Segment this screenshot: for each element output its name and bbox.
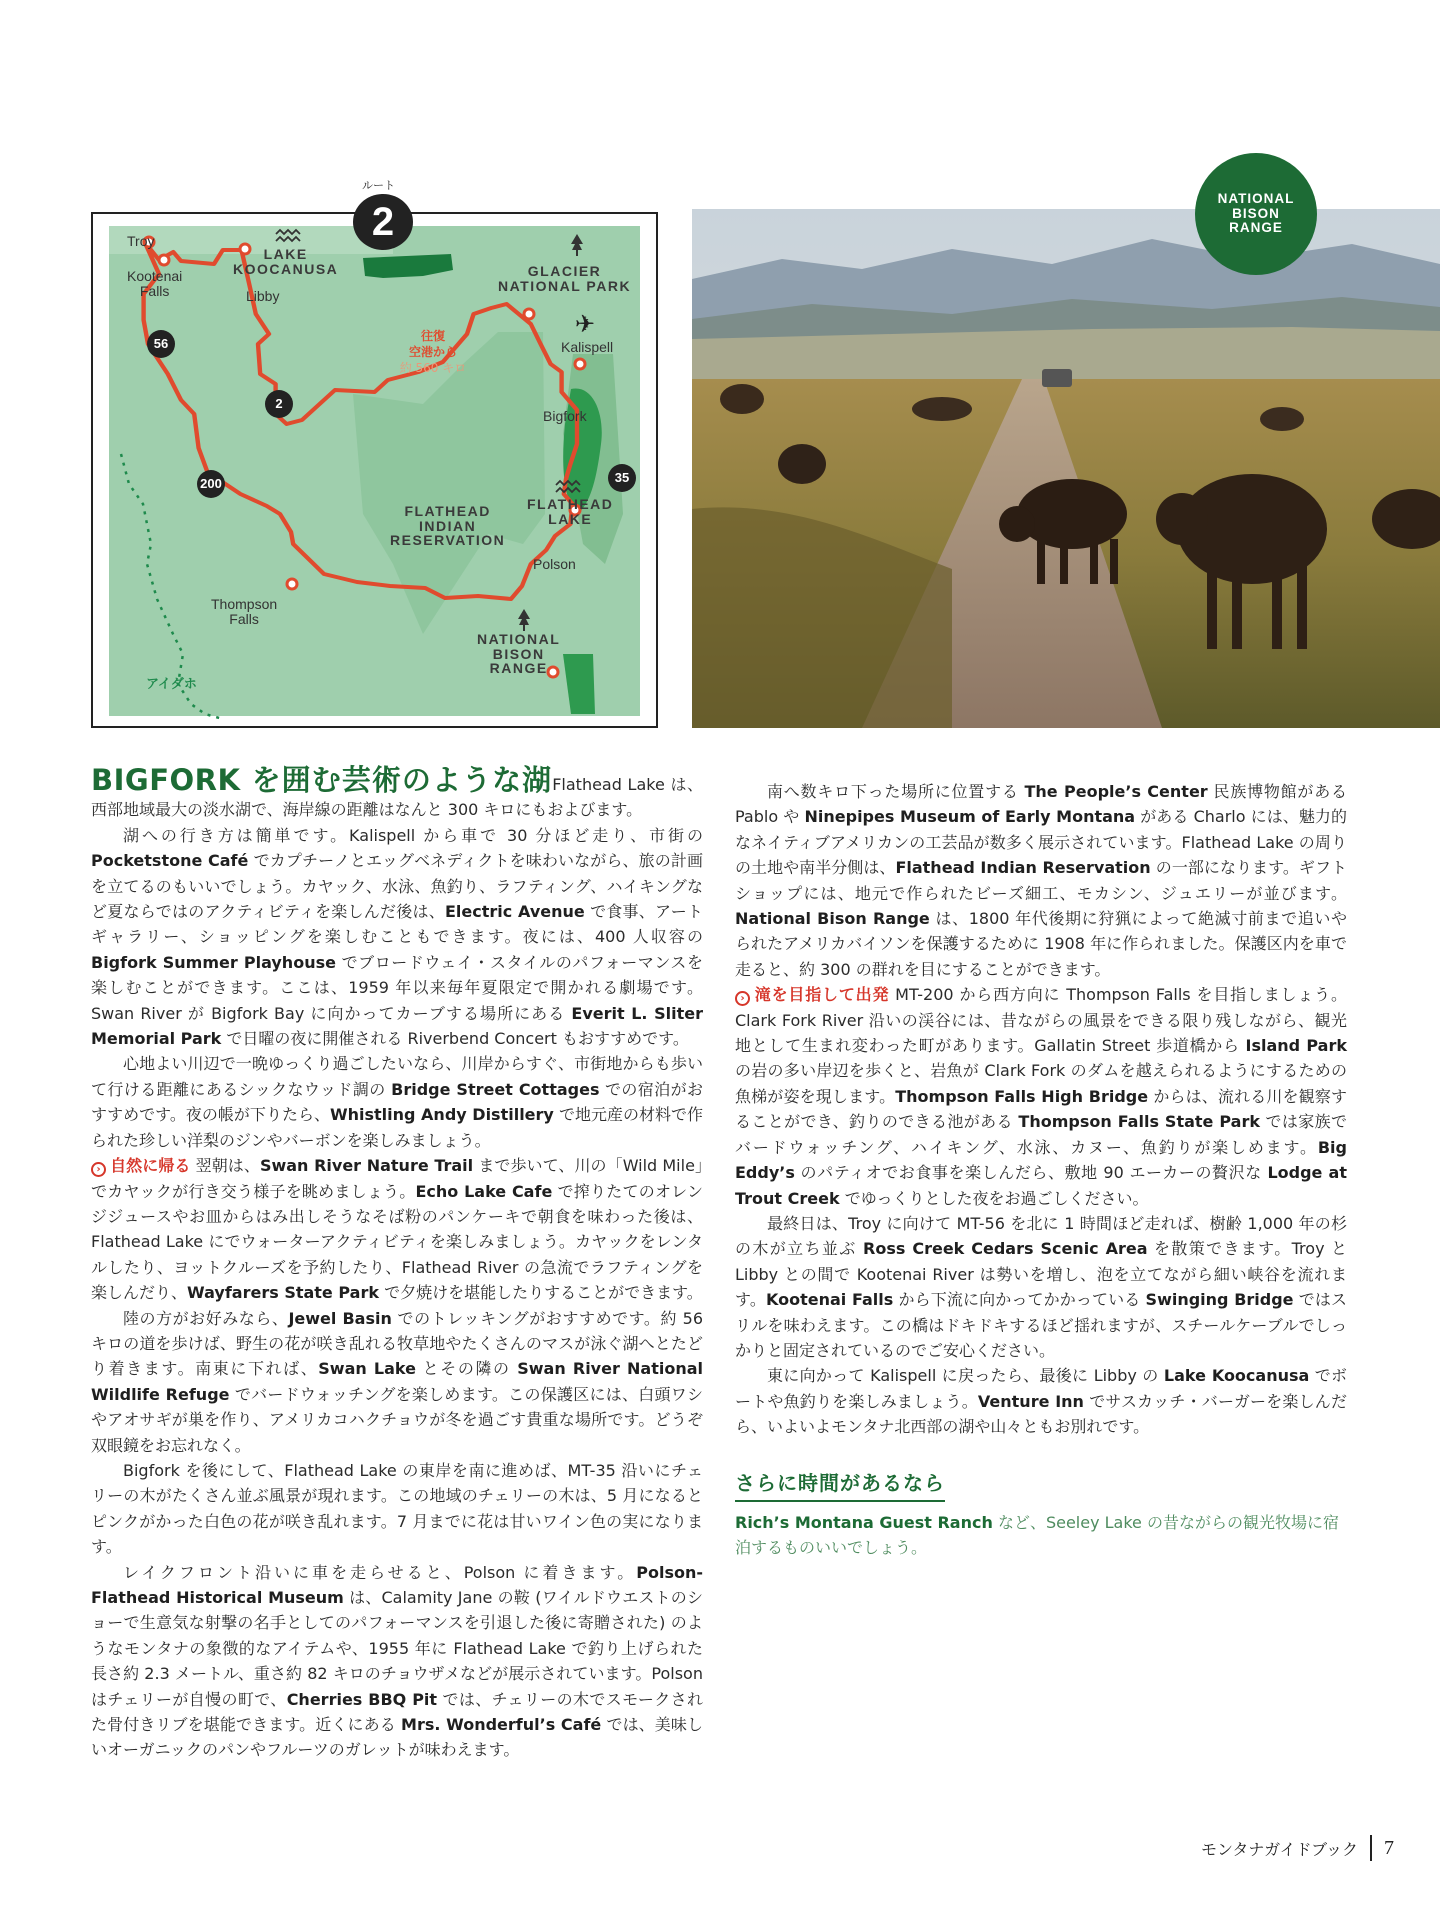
town-thompson-falls: Thompson Falls <box>211 596 278 627</box>
town-libby: Libby <box>246 288 280 304</box>
badge-line2: BISON <box>1232 205 1280 221</box>
r2-text: からは、流れる川を観察することができ、釣りのできる池がある <box>735 1086 1347 1132</box>
label-glacier-national-park: GLACIER NATIONAL PARK <box>498 263 632 294</box>
place-name: Swan Lake <box>318 1359 416 1379</box>
place-name: Thompson Falls State Park <box>1018 1112 1260 1132</box>
p2-text: で食事、アートギャラリー、ショッピングを楽しむこともできます。夜には、400 人収容の <box>91 902 703 947</box>
r2-text: のパティオでお食事を楽しんだら、敷地 90 エーカーの贅沢な <box>794 1163 1268 1183</box>
p7-text: では、チェリーの木でスモークされた骨付きリブを堪能できます。近くにある <box>91 1689 704 1735</box>
r2-text: では家族でバードウォッチング、ハイキング、水泳、カヌー、魚釣りが楽しめます。 <box>735 1112 1347 1157</box>
place-name: Flathead Indian Reservation <box>895 858 1151 878</box>
place-name: Jewel Basin <box>288 1308 392 1328</box>
p2-text: でカプチーノとエッグベネディクトを味わいながら、旅の計画を立てるのもいいでしょう。カヤック、水泳、魚釣り、ラフティング、ハイキングなど夏ならではのアクティビティを楽しんだ後は、 <box>91 851 703 922</box>
p7-text: レイクフロント沿いに車を走らせると、Polson に着きます。 <box>123 1562 637 1582</box>
footer-divider <box>1370 1835 1372 1861</box>
label-national-bison-range: NATIONAL BISON RANGE <box>477 631 561 677</box>
place-name: Echo Lake Cafe <box>415 1181 553 1201</box>
r1-text: 南へ数キロ下った場所に位置する <box>767 782 1025 801</box>
bison-road-photo-graphic <box>692 205 1440 728</box>
r2-text: でゆっくりとした夜をお過ごしください。 <box>839 1188 1149 1208</box>
place-name: Swan River National Wildlife Refuge <box>91 1359 703 1404</box>
wave-icon <box>275 228 301 244</box>
airport-note-line1: 往復 <box>420 329 445 343</box>
paragraph-6 <box>91 1458 703 1560</box>
r1-text: がある Charlo には、魅力的なネイティブアメリカンの工芸品が数多く展示されています。Flathead Lake の周りの土地や南半分側は、 <box>735 807 1347 878</box>
subsection-lead: 滝を目指して出発 <box>754 985 890 1005</box>
p3-text: で地元産の材料で作られた珍しい洋梨のジンやバーボンを楽しみましょう。 <box>91 1105 703 1150</box>
place-name: Kootenai Falls <box>765 1290 894 1310</box>
place-name: Big Eddy’s <box>735 1137 1347 1183</box>
town-kalispell: Kalispell <box>561 339 614 355</box>
label-lake-koocanusa: LAKE KOOCANUSA <box>233 246 339 277</box>
place-name: Thompson Falls High Bridge <box>895 1086 1149 1106</box>
place-name: Wayfarers State Park <box>187 1283 379 1303</box>
paragraph-r1 <box>735 779 1347 982</box>
p4-text: で搾りたてのオレンジジュースやお皿からはみ出しそうなそば粉のパンケーキで朝食を味わった後は、Flathead Lake にでウォーターアクティビティを楽しみましょう。カヤックをレンタルしたり、ヨットクルーズを予約したり、Flathead River の急流でラフティングを楽しんだり、 <box>91 1181 704 1303</box>
airport-note-line2: 空港から <box>408 345 457 360</box>
town-troy: Troy <box>127 233 155 249</box>
p2-text: でブロードウェイ・スタイルのパフォーマンスを楽しむことができます。ここは、1959 年以来毎年夏限定で開かれる劇場です。Swan River が Bigfork Bay に向かってカーブする場所にある <box>91 952 703 1023</box>
more-time-body <box>735 1510 1347 1561</box>
p4-text: 翌朝は、 <box>190 1156 260 1176</box>
r4-text: でサスカッチ・バーガーを楽しんだら、いよいよモンタナ北西部の湖や山々ともお別れです。 <box>735 1391 1347 1437</box>
r4-text: 東に向かって Kalispell に戻ったら、最後に Libby の <box>767 1366 1164 1386</box>
place-name: Swan River Nature Trail <box>259 1156 474 1176</box>
p5-text: でバードウォッチングを楽しめます。この保護区には、白頭ワシやアオサギが巣を作り、アメリカコハクチョウが冬を過ごす貴重な場所です。どうぞ双眼鏡をお忘れなく。 <box>91 1384 704 1455</box>
place-name: Bigfork Summer Playhouse <box>91 952 336 972</box>
r2-text: の岩の多い岸辺を歩くと、岩魚が Clark Fork のダムを越えられるようにするための魚梯が姿を現します。 <box>735 1061 1347 1106</box>
more-time-title: さらに時間があるなら <box>735 1467 945 1502</box>
page-footer <box>1201 1835 1394 1861</box>
p3-text: での宿泊がおすすめです。夜の帳が下りたら、 <box>91 1079 703 1125</box>
stop-thompson-falls <box>287 579 297 589</box>
place-name: Lake Koocanusa <box>1163 1366 1310 1386</box>
r3-text: ではスリルを味わえます。この橋はドキドキするほど揺れますが、スチールケーブルでしっかりと固定されているのでご安心ください。 <box>735 1290 1347 1360</box>
place-name: Cherries BBQ Pit <box>286 1689 438 1709</box>
p5-text: とその隣の <box>415 1359 518 1379</box>
p6-text: Bigfork を後にして、Flathead Lake の東岸を南に進めば、MT-35 沿いにチェリーの木がたくさん並ぶ風景が現れます。この地域のチェリーの木は、5 月になるとピンクがかった白色の花が咲き乱れます。7 月までに花は甘いワイン色の実になります。 <box>91 1460 703 1557</box>
paragraph-2 <box>91 823 703 1052</box>
place-name: The People’s Center <box>1024 782 1208 801</box>
book-title: モンタナガイドブック <box>1201 1839 1358 1859</box>
stop-kalispell <box>524 309 534 319</box>
p1-text: Flathead Lake は、西部地域最大の淡水湖で、海岸線の距離はなんと 300 キロにもおよびます。 <box>91 775 703 820</box>
route-number-badge: 2 <box>353 194 413 250</box>
stop-bigfork <box>575 359 585 369</box>
badge-line1: NATIONAL <box>1217 190 1295 206</box>
p2-text: で日曜の夜に開催される Riverbend Concert もおすすめです。 <box>221 1029 689 1049</box>
r2-text: MT-200 から西方向に Thompson Falls を目指しましょう。Clark Fork River 沿いの渓谷には、昔ながらの風景をできる限り残しながら、観光地として生まれ変わった町があります。Gallatin Street 歩道橋から <box>735 985 1347 1056</box>
route-caption: ルート <box>362 179 395 192</box>
r3-text: から下流に向かってかかっている <box>893 1290 1146 1310</box>
place-name: Electric Avenue <box>444 902 585 922</box>
arrow-circle-icon: › <box>735 991 750 1006</box>
p2-text: 湖への行き方は簡単です。Kalispell から車で 30 分ほど走り、市街の <box>123 825 703 845</box>
place-name: National Bison Range <box>735 909 930 929</box>
label-flathead-lake: FLATHEAD LAKE <box>527 496 614 527</box>
place-name: Rich’s Montana Guest Ranch <box>735 1513 993 1532</box>
badge-line3: RANGE <box>1229 220 1283 236</box>
highway-35-shield: 35 <box>608 464 636 492</box>
place-name: Venture Inn <box>977 1391 1084 1411</box>
article-left-column <box>91 763 704 1763</box>
place-name: Ninepipes Museum of Early Montana <box>804 807 1136 827</box>
highway-56-shield: 56 <box>147 330 175 358</box>
place-name: Lodge at Trout Creek <box>735 1163 1347 1208</box>
more-time-text: など、Seeley Lake の昔ながらの観光牧場に宿泊するものいいでしょう。 <box>735 1513 1339 1558</box>
airport-round-trip-note <box>388 328 478 377</box>
subsection-lead: 自然に帰る <box>110 1156 191 1176</box>
paragraph-r4 <box>735 1363 1347 1439</box>
place-name: Mrs. Wonderful’s Café <box>401 1715 602 1735</box>
more-time-box <box>735 1467 1347 1561</box>
p7-text: では、美味しいオーガニックのパンやフルーツのガレットが味わえます。 <box>91 1715 704 1760</box>
p4-text: まで歩いて、川の「Wild Mile」でカヤックが行き交う様子を眺めましょう。 <box>91 1156 703 1201</box>
r4-text: でボートや魚釣りを楽しみましょう。 <box>735 1366 1347 1411</box>
paragraph-4 <box>91 1153 703 1305</box>
route-map <box>91 212 658 728</box>
town-polson: Polson <box>533 556 576 572</box>
p7-text: は、Calamity Jane の鞍 (ワイルドウエストのショーで生意気な射撃の名手としてのパフォーマンスを引退した後に寄贈された) のようなモンタナの象徴的なアイテムや、1955 年に Flathead Lake で釣り上げられた長さ約 2.3 メートル、重さ約 82 キロのチョウザメなどが展示されています。Polson はチェリーが自慢の町で、 <box>91 1588 704 1709</box>
airport-note-distance: 約 560 キロ <box>399 361 467 376</box>
paragraph-1 <box>91 763 703 823</box>
section-title-bigfork: BIGFORK を囲む芸術のような湖 <box>91 763 553 797</box>
paragraph-r2 <box>735 982 1347 1211</box>
highway-200-shield: 200 <box>197 470 225 498</box>
label-idaho: アイダホ <box>146 677 197 692</box>
r1-text: は、1800 年代後期に狩猟によって絶滅寸前まで追いやられたアメリカバイソンを保護するために 1908 年に作られました。保護区内を車で走ると、約 300 の群れを目にすることができます。 <box>735 909 1347 979</box>
bison-road-photo <box>692 205 1440 728</box>
place-name: Polson-Flathead Historical Museum <box>91 1562 703 1607</box>
paragraph-r3 <box>735 1211 1347 1363</box>
place-name: Pocketstone Café <box>91 851 249 871</box>
paragraph-3 <box>91 1051 703 1153</box>
arrow-circle-icon: › <box>91 1162 106 1177</box>
tree-icon <box>570 234 584 256</box>
place-name: Swinging Bridge <box>1145 1290 1294 1310</box>
r3-text: 最終日は、Troy に向けて MT-56 を北に 1 時間ほど走れば、樹齢 1,000 年の杉の木が立ち並ぶ <box>735 1213 1347 1259</box>
plane-icon: ✈ <box>574 310 596 338</box>
tree-icon <box>517 609 531 631</box>
p5-text: 陸の方がお好みなら、 <box>123 1308 289 1328</box>
p5-text: でのトレッキングがおすすめです。約 56 キロの道を歩けば、野生の花が咲き乱れる牧草地やたくさんのマスが泳ぐ湖へとたどり着きます。南東に下れば、 <box>91 1308 703 1379</box>
p3-text: 心地よい川辺で一晩ゆっくり過ごしたいなら、川岸からすぐ、市街地からも歩いて行ける距離にあるシックなウッド調の <box>91 1054 703 1099</box>
r1-text: の一部になります。ギフトショップには、地元で作られたビーズ細工、モカシン、ジュエリーが並びます。 <box>735 858 1347 903</box>
national-bison-range-badge <box>1195 153 1317 275</box>
place-name: Bridge Street Cottages <box>391 1079 600 1099</box>
stop-kootenai-falls <box>159 255 169 265</box>
highway-2-shield: 2 <box>265 390 293 418</box>
paragraph-5 <box>91 1306 703 1458</box>
town-kootenai-falls: Kootenai Falls <box>127 268 183 299</box>
wave-icon <box>555 479 581 495</box>
p4-text: で夕焼けを堪能したりすることができます。 <box>378 1283 703 1303</box>
paragraph-7 <box>91 1560 703 1763</box>
place-name: Everit L. Sliter Memorial Park <box>91 1003 704 1049</box>
r3-text: を散策できます。Troy と Libby との間で Kootenai River は勢いを増し、泡を立てながら細い峡谷を流れます。 <box>735 1239 1347 1310</box>
article-right-column <box>735 779 1347 1440</box>
place-name: Island Park <box>1245 1036 1348 1056</box>
place-name: Ross Creek Cedars Scenic Area <box>863 1239 1148 1259</box>
r1-text: 民族博物館がある Pablo や <box>735 782 1347 827</box>
page-number: 7 <box>1384 1836 1394 1859</box>
label-flathead-indian-reservation: FLATHEAD INDIAN RESERVATION <box>390 503 506 549</box>
place-name: Whistling Andy Distillery <box>329 1105 554 1125</box>
town-bigfork: Bigfork <box>543 408 587 424</box>
